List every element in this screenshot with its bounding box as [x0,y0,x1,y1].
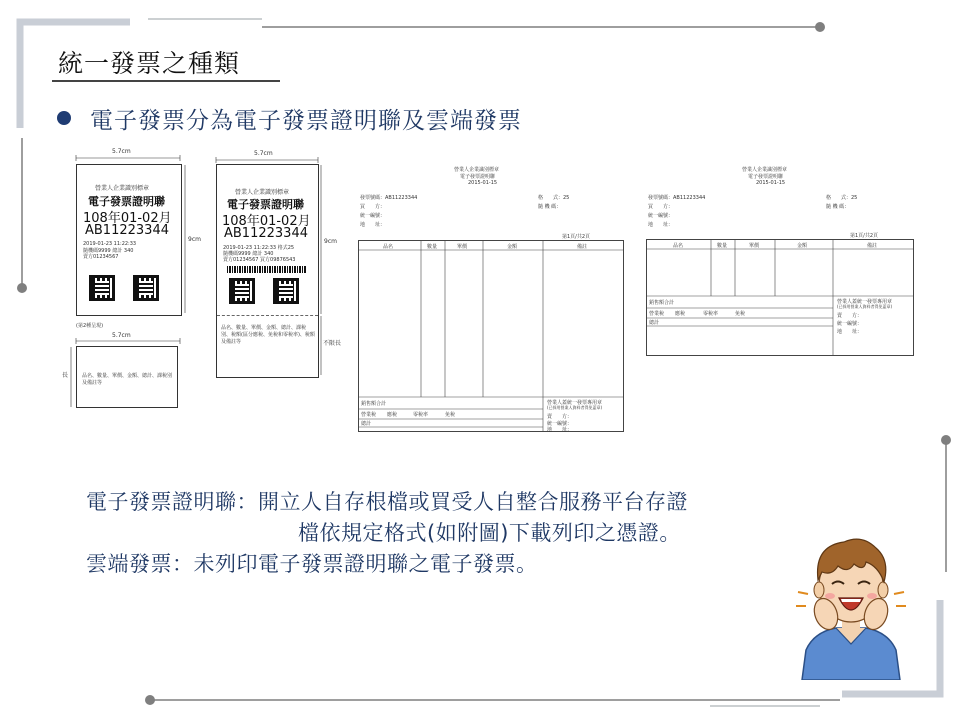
paragraph-1-line-1: 電子發票證明聯：開立人自存根檔或買受人自整合服務平台存證 [86,490,688,514]
invoice-a5-sales-total: 銷售額合計 [649,300,675,306]
paragraph-1-line-2: 檔依規定格式(如附圖)下載列印之憑證。 [298,521,681,545]
invoice-a5 [646,160,914,356]
shouting-boy-icon [792,532,910,680]
receipt1-title: 電子發票證明聯 [88,195,165,208]
invoice-a4-col-note: 備註 [577,244,588,250]
invoice-a5-date: 2015-01-15 [756,180,786,186]
receipt1-number: AB11223344 [85,223,169,238]
invoice-a4-col-amount: 金額 [507,244,518,250]
invoice-a4-address: 地 址： [360,222,386,228]
receipt1b-text: 品名、數量、單價、金額、總計、課稅別及備註等 [82,373,173,386]
receipt1-line3: 賣方01234567 [83,254,119,260]
receipt1b [76,346,178,408]
invoice-a5-tax-label: 營業稅 [649,311,665,317]
qr-code-icon [229,278,255,304]
invoice-a5-table [646,239,914,356]
receipt2-line3: 賣方01234567 買方09876543 [223,257,296,263]
invoice-a5-stamp-title: 營業人蓋統一發票專用章 [837,299,893,305]
qr-code-icon [89,275,115,301]
invoice-a4-col-price: 單價 [457,244,468,250]
invoice-a4-tax-taxable: 應稅 [387,412,398,418]
qr-code-icon [273,278,299,304]
invoice-a4-col-qty: 數量 [427,244,438,250]
invoice-a5-tax-zero: 零稅率 [703,311,719,317]
receipt2-width-arrow [215,157,319,163]
title-underline [52,80,280,82]
invoice-a5-col-name: 品名 [673,243,684,249]
receipt2-detail: 品名、數量、單價、金額、總計、課稅別、稅額(區分應稅、免稅和零稅率)、稅額及備註等 [221,325,315,345]
invoice-a4-header: 營業人企業識別標章 [454,167,500,173]
invoice-a5-col-qty: 數量 [717,243,728,249]
invoice-a5-total: 總計 [649,320,660,326]
invoice-a5-stamp-taxid: 統一編號： [837,321,863,327]
receipt2-width-label: 5.7cm [254,150,273,157]
invoice-a4-format: 格 式：25 [538,195,570,201]
invoice-a5-number: 發票號碼：AB11223344 [648,195,706,201]
receipt1-height-arrow [182,164,188,314]
invoice-a4-stamp-seller: 賣 方： [547,414,573,420]
invoice-a4-stamp-sub: (已採用營業人資料者得免蓋章) [547,405,603,410]
page-title: 統一發票之種類 [58,49,241,78]
invoice-a5-tax-exempt: 免稅 [735,311,746,317]
receipt1-height-label: 9cm [188,236,201,243]
invoice-a4-taxid: 統一編號： [360,213,386,219]
paragraph-2: 雲端發票：未列印電子發票證明聯之電子發票。 [86,552,538,576]
receipt2-line2: 隨機碼9999 總計 340 [223,251,274,257]
bullet-icon [57,111,71,125]
invoice-a4-tax-exempt: 免稅 [445,412,456,418]
invoice-a4-table [358,240,624,432]
invoice-a4-number: 發票號碼：AB11223344 [360,195,418,201]
invoice-a5-address: 地 址： [648,222,674,228]
invoice-a4-stamp-title: 營業人蓋統一發票專用章 [547,400,603,406]
invoice-a5-stamp-addr: 地 址： [837,329,863,335]
invoice-a5-title: 電子發票證明聯 [748,174,784,180]
receipt1b-side-arrow [68,346,74,408]
invoice-a5-taxid: 統一編號： [648,213,674,219]
receipt1-width-arrow [75,155,181,161]
bullet-text: 電子發票分為電子發票證明聯及雲端發票 [90,108,522,134]
invoice-a5-col-note: 備註 [867,243,878,249]
invoice-a4-random: 隨 機 碼： [538,204,562,210]
invoice-a4-date: 2015-01-15 [468,180,498,186]
invoice-a5-tax-taxable: 應稅 [675,311,686,317]
barcode-icon [227,266,307,273]
receipt2-number: AB11223344 [224,226,308,241]
receipt1-period: 108年01-02月 [83,211,172,226]
invoice-a5-buyer: 買 方： [648,204,674,210]
invoice-a4-tax-label: 營業稅 [361,412,377,418]
receipt2-divider [217,315,318,316]
invoice-a4-total: 總計 [361,421,372,427]
invoice-a5-page: 第1頁/共2頁 [850,233,879,239]
receipt1-note: (第2種呈現) [76,323,104,329]
invoice-a4 [358,160,624,432]
invoice-a5-col-price: 單價 [749,243,760,249]
receipt1b-side-label: 長 [62,372,69,379]
receipt1-width-label: 5.7cm [112,148,131,155]
receipt1 [76,164,182,316]
receipt2-title: 電子發票證明聯 [227,198,304,211]
invoice-a4-stamp-taxid: 統一編號： [547,421,573,427]
receipt2-header: 營業人企業識別標章 [235,189,290,196]
receipt2 [216,164,319,378]
invoice-a5-format: 格 式：25 [826,195,858,201]
receipt1b-width-label: 5.7cm [112,332,131,339]
receipt2-period: 108年01-02月 [222,214,311,229]
invoice-a4-title: 電子發票證明聯 [460,174,496,180]
receipt1b-width-arrow [75,338,181,344]
invoice-a4-col-name: 品名 [383,244,394,250]
receipt1-line2: 隨機碼9999 總計 340 [83,248,134,254]
invoice-a4-stamp-addr: 地 址： [547,427,573,433]
invoice-a4-page: 第1頁/共2頁 [562,234,591,240]
qr-code-icon [133,275,159,301]
invoice-a4-sales-total: 銷售額合計 [361,401,387,407]
receipt2-line1: 2019-01-23 11:22:33 格式25 [223,245,295,251]
invoice-a5-col-amount: 金額 [797,243,808,249]
receipt2-height-label: 9cm [324,238,337,245]
invoice-a5-header: 營業人企業識別標章 [742,167,788,173]
receipt2-side-label: 不限長 [323,340,342,347]
invoice-a5-stamp-seller: 賣 方： [837,313,863,319]
invoice-a4-buyer: 買 方： [360,204,386,210]
invoice-a5-stamp-sub: (已採用營業人資料者得免蓋章) [837,304,893,309]
invoice-a5-random: 隨 機 碼： [826,204,850,210]
invoice-a4-tax-zero: 零稅率 [413,412,429,418]
receipt1-line1: 2019-01-23 11:22:33 [83,241,137,247]
receipt1-header: 營業人企業識別標章 [95,185,150,192]
